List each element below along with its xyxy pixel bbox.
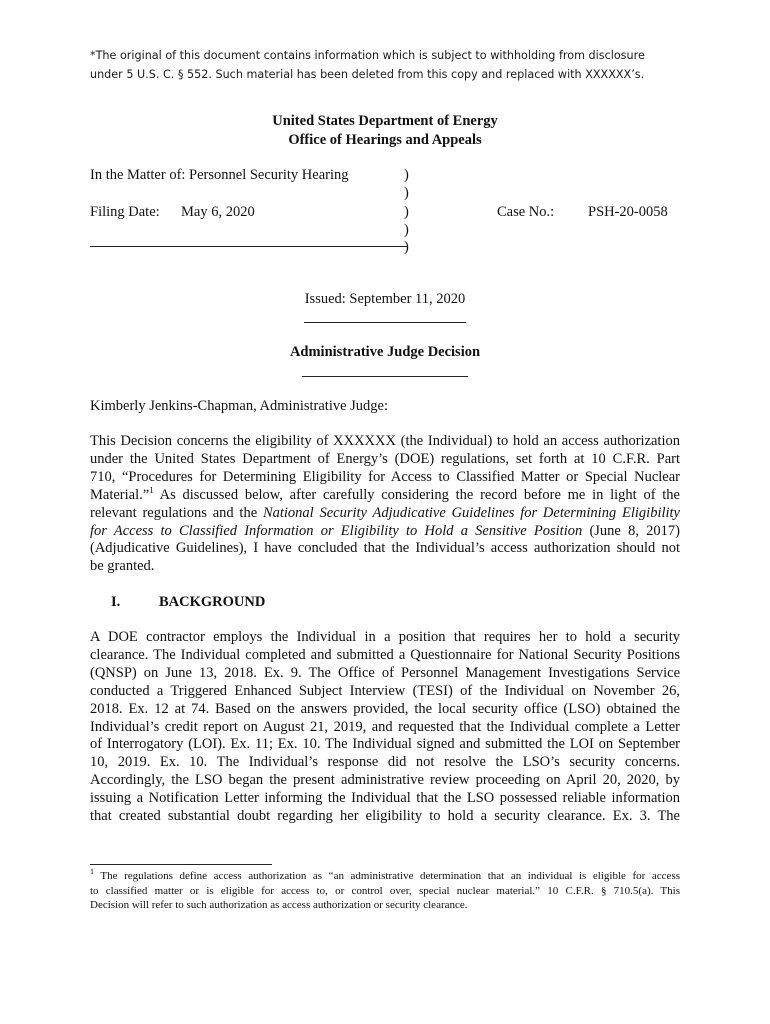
- filing-date-value: May 6, 2020: [181, 204, 255, 220]
- background-line: conducted a Triggered Enhanced Subject Interview (TESI) of the Individual on November 26,: [90, 682, 680, 699]
- guidelines-title: National Security Adjudicative Guidelines for Determining Eligibility: [262, 504, 680, 521]
- matter-caption: In the Matter of: Personnel Security Hearing: [90, 167, 349, 183]
- issued-date: Issued: September 11, 2020: [304, 291, 466, 307]
- footnote-divider: [90, 864, 272, 865]
- decision-title: Administrative Judge Decision: [289, 344, 481, 360]
- background-line: Accordingly, the LSO began the present administrative review proceeding on April 20, 2020, by: [90, 772, 680, 789]
- background-line: of Interrogatory (LOI). Ex. 11; Ex. 10. The Individual signed and submitted the LOI on September: [90, 736, 680, 753]
- background-line: A DOE contractor employs the Individual in a position that requires her to hold a security: [90, 629, 680, 645]
- background-line: issuing a Notification Letter informing the Individual that the LSO possessed reliable information: [90, 790, 680, 807]
- intro-line: be granted.: [90, 558, 155, 575]
- background-line: (QNSP) on June 13, 2018. Ex. 9. The Office of Personnel Management Investigations Service: [90, 664, 680, 681]
- intro-paragraph: [90, 433, 680, 576]
- judge-line: Kimberly Jenkins-Chapman, Administrative Judge:: [90, 398, 389, 414]
- intro-line: Material.”$^1$ As discussed below, after carefully considering the record before me in light of the: [90, 486, 680, 503]
- intro-line: relevant regulations and the National Security Adjudicative Guidelines for Determining Eligibility: [90, 504, 680, 521]
- intro-line: for Access to Classified Information or Eligibility to Hold a Sensitive Position (June 8, 2017): [90, 522, 680, 539]
- agency-heading: United States Department of Energy: [272, 113, 498, 129]
- case-number-label: Case No.:: [497, 204, 555, 220]
- background-line: that created substantial doubt regarding her eligibility to hold a security clearance. Ex. 3. The: [90, 808, 680, 825]
- footnote-line: Decision will refer to such authorization as access authorization or security clearance.: [90, 899, 468, 912]
- intro-line: 710, “Procedures for Determining Eligibility for Access to Classified Matter or Special Nuclear: [90, 468, 680, 485]
- title-divider: [302, 376, 468, 377]
- intro-line: under the United States Department of Energy’s (DOE) regulations, set forth at 10 C.F.R. Part: [90, 450, 680, 467]
- issued-divider: [304, 322, 466, 323]
- caption-paren: ): [404, 204, 409, 220]
- caption-paren: ): [404, 185, 409, 201]
- section-title: BACKGROUND: [159, 594, 266, 610]
- caption-paren: ): [404, 222, 409, 238]
- case-number-value: PSH-20-0058: [588, 204, 668, 220]
- redaction-notice: [90, 46, 690, 84]
- caption-divider: [90, 246, 408, 247]
- office-heading: Office of Hearings and Appeals: [288, 132, 482, 148]
- footnote-ref[interactable]: 1: [149, 486, 154, 495]
- footnote-line: to classified matter or is eligible for access to, or control over, special nuclear material.” 10 C.F.R. § 710.5(a). This: [90, 884, 680, 897]
- notice-line-2: under 5 U.S. C. § 552. Such material has been deleted from this copy and replaced with XXXXXX’s.: [90, 68, 645, 81]
- background-line: 2018. Ex. 12 at 74. Based on the answers provided, the local security office (LSO) obtained the: [90, 700, 680, 717]
- intro-line: (Adjudicative Guidelines), I have concluded that the Individual’s access authorization should not: [90, 540, 680, 557]
- intro-line: This Decision concerns the eligibility of XXXXXX (the Individual) to hold an access authorization: [90, 433, 680, 449]
- background-line: Individual’s credit report on August 21, 2019, and requested that the Individual complete a Letter: [90, 718, 680, 735]
- caption-paren: ): [404, 167, 409, 183]
- background-line: 10, 2019. Ex. 10. The Individual’s response did not resolve the LSO’s security concerns.: [90, 754, 680, 771]
- notice-line-1: *The original of this document contains information which is subject to withholding from disclosure: [90, 49, 645, 62]
- footnote-mark: 1: [90, 867, 94, 876]
- footnote-line: $^1$ The regulations define access authorization as “an administrative determination that an individual is eligible for access: [90, 867, 680, 882]
- background-paragraph: [90, 629, 680, 826]
- footnote: [90, 869, 680, 913]
- guidelines-title-cont: for Access to Classified Information or Eligibility to Hold a Sensitive Position: [90, 522, 583, 539]
- background-line: clearance. The Individual completed and submitted a Questionnaire for National Security Positions: [90, 646, 680, 663]
- filing-date-label: Filing Date:: [90, 204, 160, 220]
- caption-paren: ): [404, 239, 409, 255]
- section-number: I.: [111, 594, 121, 610]
